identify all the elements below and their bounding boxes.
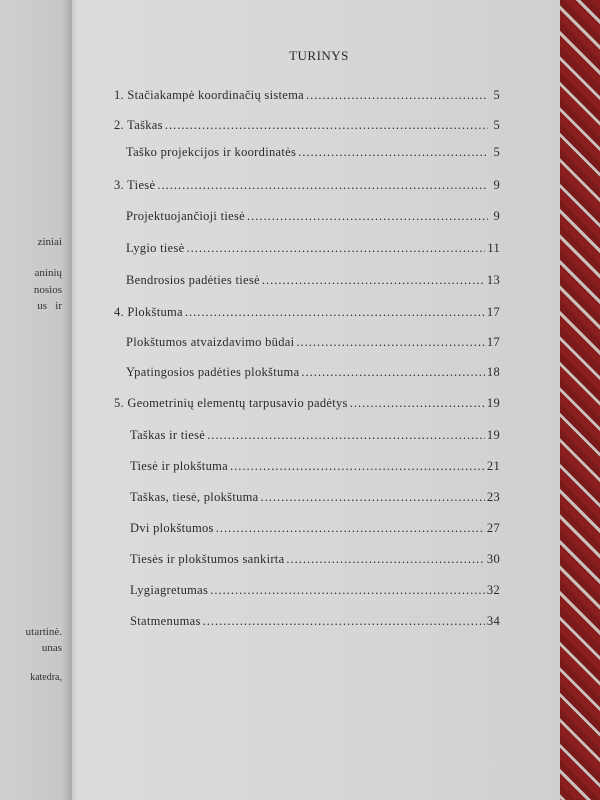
toc-entry — [130, 583, 500, 598]
toc-page-number: 17 — [486, 305, 500, 319]
toc-entry-label: Taškas, tiesė, plokštuma — [130, 490, 259, 504]
toc-entry-label: 1. Stačiakampė koordinačių sistema — [114, 88, 305, 102]
toc-entry-label: Plokštumos atvaizdavimo būdai — [126, 335, 295, 349]
toc-entry — [114, 88, 500, 103]
toc-entry — [126, 335, 500, 350]
toc-entry — [126, 241, 500, 256]
toc-entry — [126, 365, 500, 380]
toc-entry — [114, 178, 500, 193]
dot-leader — [165, 118, 488, 133]
dot-leader — [350, 396, 485, 411]
toc-page-number: 17 — [486, 335, 500, 349]
toc-entry — [126, 209, 500, 224]
toc-entry-label: Dvi plokštumos — [130, 521, 214, 535]
dot-leader — [185, 305, 485, 320]
left-page-text: ziniai — [37, 236, 62, 248]
toc-entry-label: 4. Plokštuma — [114, 305, 183, 319]
toc-entry-label: Lygiagretumas — [130, 583, 209, 597]
left-page-text: utartinė. — [25, 626, 62, 638]
left-page — [0, 0, 72, 800]
toc-entry-label: 5. Geometrinių elementų tarpusavio padėtys — [114, 396, 348, 410]
page-title: TURINYS — [289, 48, 349, 63]
dot-leader — [216, 521, 485, 536]
toc-entry — [130, 490, 500, 505]
toc-page-number: 5 — [493, 118, 500, 132]
toc-entry-label: Tiesės ir plokštumos sankirta — [130, 552, 285, 566]
toc-page-number: 9 — [493, 178, 500, 192]
toc-page-number: 5 — [493, 88, 500, 102]
toc-page-number: 18 — [486, 365, 500, 379]
dot-leader — [262, 273, 485, 288]
dot-leader — [301, 365, 484, 380]
dot-leader — [187, 241, 486, 256]
toc-page-number: 27 — [486, 521, 500, 535]
dot-leader — [298, 145, 488, 160]
toc-entry — [130, 552, 500, 567]
dot-leader — [296, 335, 484, 350]
left-page-text: nosios — [33, 284, 62, 296]
toc-page-number: 21 — [486, 459, 500, 473]
dot-leader — [203, 614, 485, 629]
toc-entry — [130, 614, 500, 629]
toc-entry — [130, 521, 500, 536]
dot-leader — [207, 428, 485, 443]
toc-entry — [114, 118, 500, 133]
dot-leader — [261, 490, 485, 505]
toc-entry-label: 2. Taškas — [114, 118, 163, 132]
toc-page-number: 34 — [486, 614, 500, 628]
left-page-text: unas — [41, 642, 62, 654]
toc-entry — [114, 396, 500, 411]
toc-page-number: 13 — [486, 273, 500, 287]
toc-entry-label: Bendrosios padėties tiesė — [126, 273, 260, 287]
toc-page — [78, 0, 560, 800]
toc-page-number: 11 — [487, 241, 500, 255]
toc-entry-label: Projektuojančioji tiesė — [126, 209, 246, 223]
toc-entry — [126, 273, 500, 288]
toc-entry-label: Ypatingosios padėties plokštuma — [126, 365, 300, 379]
dot-leader — [210, 583, 485, 598]
left-page-text: us ir — [37, 300, 62, 312]
dot-leader — [306, 88, 488, 103]
toc-entry-label: 3. Tiesė — [114, 178, 156, 192]
toc-entry-label: Statmenumas — [130, 614, 201, 628]
left-page-text: katedra, — [30, 672, 62, 683]
dot-leader — [247, 209, 488, 224]
toc-entry-label: Taškas ir tiesė — [130, 428, 206, 442]
toc-entry — [126, 145, 500, 160]
toc-entry — [130, 428, 500, 443]
toc-entry — [130, 459, 500, 474]
left-page-text: aninių — [34, 267, 62, 279]
toc-page-number: 9 — [493, 209, 500, 223]
toc-page-number: 5 — [493, 145, 500, 159]
toc-entry-label: Lygio tiesė — [126, 241, 185, 255]
toc-page-number: 23 — [486, 490, 500, 504]
toc-entry — [114, 305, 500, 320]
toc-page-number: 19 — [486, 428, 500, 442]
toc-page-number: 30 — [486, 552, 500, 566]
dot-leader — [230, 459, 485, 474]
toc-page-number: 32 — [486, 583, 500, 597]
toc-entry-label: Taško projekcijos ir koordinatės — [126, 145, 297, 159]
toc-entry-label: Tiesė ir plokštuma — [130, 459, 228, 473]
dot-leader — [157, 178, 488, 193]
dot-leader — [286, 552, 484, 567]
toc-page-number: 19 — [486, 396, 500, 410]
